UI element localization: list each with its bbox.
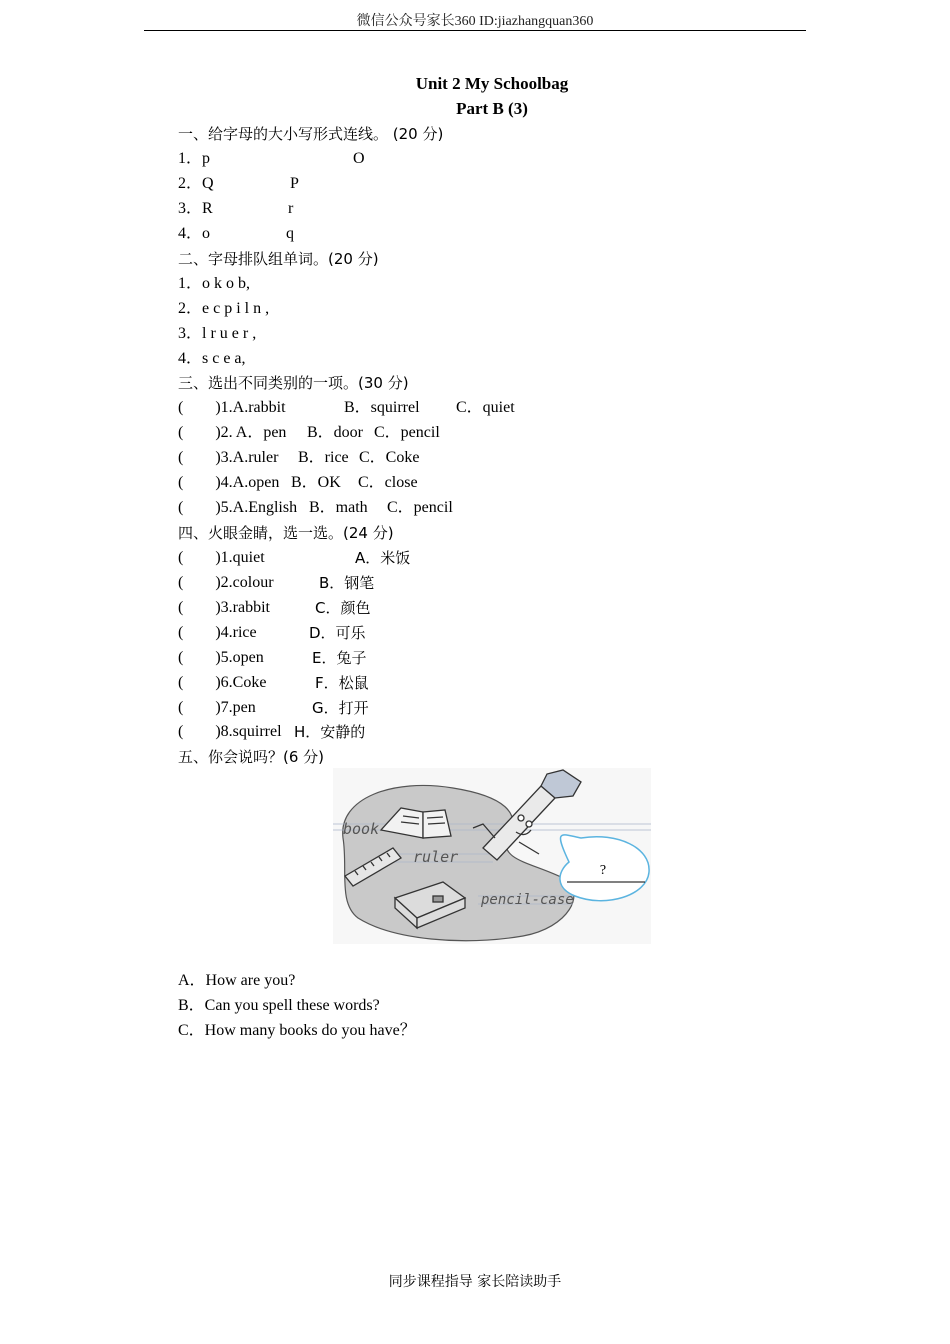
question: ( )1.A.rabbit [178,399,286,416]
unit-title: Unit 2 My Schoolbag [415,74,569,93]
header-divider [144,30,806,31]
option-c: C．pencil [387,499,453,516]
section3-row [178,447,578,469]
option-b: B．squirrel [344,399,420,416]
row-left: 3．R [178,200,213,217]
section5-heading: 五、你会说吗？(6 分) [178,748,325,766]
option-b: B．Can you spell these words? [178,997,380,1014]
section3-heading: 三、选出不同类别的一项。(30 分) [178,374,409,392]
option-c: C．pencil [374,424,440,441]
question: ( )3.rabbit [178,599,270,616]
row-right: P [290,175,299,192]
section4-row [178,547,478,569]
option-a: A．How are you? [178,972,296,989]
answer-option: G．打开 [312,699,369,717]
section1-row [178,173,478,195]
row-left: 4．o [178,225,211,242]
row-left: 2．Q [178,175,214,192]
question: ( )4.A.open [178,474,280,491]
option-b: B．math [309,499,368,516]
section1-row [178,198,478,220]
section4-row [178,597,478,619]
question: ( )3.A.ruler [178,449,279,466]
word-pencil-case: pencil-case [481,892,574,908]
answer-option: H．安静的 [294,723,366,741]
answer-option: B．钢笔 [319,574,375,592]
section3-row [178,497,578,519]
answer-option: A．米饭 [355,549,411,567]
question: ( )8.squirrel [178,723,282,740]
word-ruler: ruler [413,848,459,866]
section3-row [178,472,578,494]
question: ( )4.rice [178,624,257,641]
question: ( )2. A．pen [178,424,287,441]
answer-option: D．可乐 [309,624,366,642]
question: ( )6.Coke [178,674,267,691]
question: ( )7.pen [178,699,256,716]
answer-option: F．松鼠 [315,674,369,692]
option-b: B．door [307,424,364,441]
section4-row [178,572,478,594]
part-title: Part B (3) [456,99,528,118]
page-header: 微信公众号家长360 ID:jiazhangquan360 [356,14,594,29]
stationery-illustration [333,768,651,944]
section4-row [178,672,478,694]
section4-heading: 四、火眼金睛，选一选。(24 分) [178,524,394,542]
section2-heading: 二、字母排队组单词。(20 分) [178,250,379,268]
section4-row [178,622,478,644]
question: ( )1.quiet [178,549,265,566]
word-book: book [343,820,380,838]
option-b: B．rice [298,449,349,466]
section2-item: 4．s c e a, [178,350,246,367]
option-c: C．close [358,474,418,491]
section2-item: 2．e c p i l n , [178,300,270,317]
option-b: B．OK [291,474,341,491]
option-c: C．How many books do you have？ [178,1022,416,1039]
section1-heading: 一、给字母的大小写形式连线。 (20 分) [178,125,444,143]
section4-row [178,647,478,669]
row-left: 1．p [178,150,211,167]
page-footer: 同步课程指导 家长陪读助手 [388,1274,562,1290]
section2-item: 1．o k o b, [178,275,251,292]
answer-option: E．兔子 [312,649,367,667]
question: ( )2.colour [178,574,274,591]
section1-row [178,148,478,170]
row-right: O [353,150,365,167]
section3-row [178,422,578,444]
bubble-question-mark: ? [599,863,607,878]
section3-row [178,397,578,419]
option-c: C．quiet [456,399,515,416]
section2-item: 3．l r u e r , [178,325,257,342]
section4-row [178,697,478,719]
answer-option: C．颜色 [315,599,371,617]
row-right: r [288,200,294,217]
section4-row [178,721,478,743]
option-c: C．Coke [359,449,420,466]
question: ( )5.open [178,649,264,666]
question: ( )5.A.English [178,499,298,516]
row-right: q [286,225,294,242]
section1-row [178,223,478,245]
